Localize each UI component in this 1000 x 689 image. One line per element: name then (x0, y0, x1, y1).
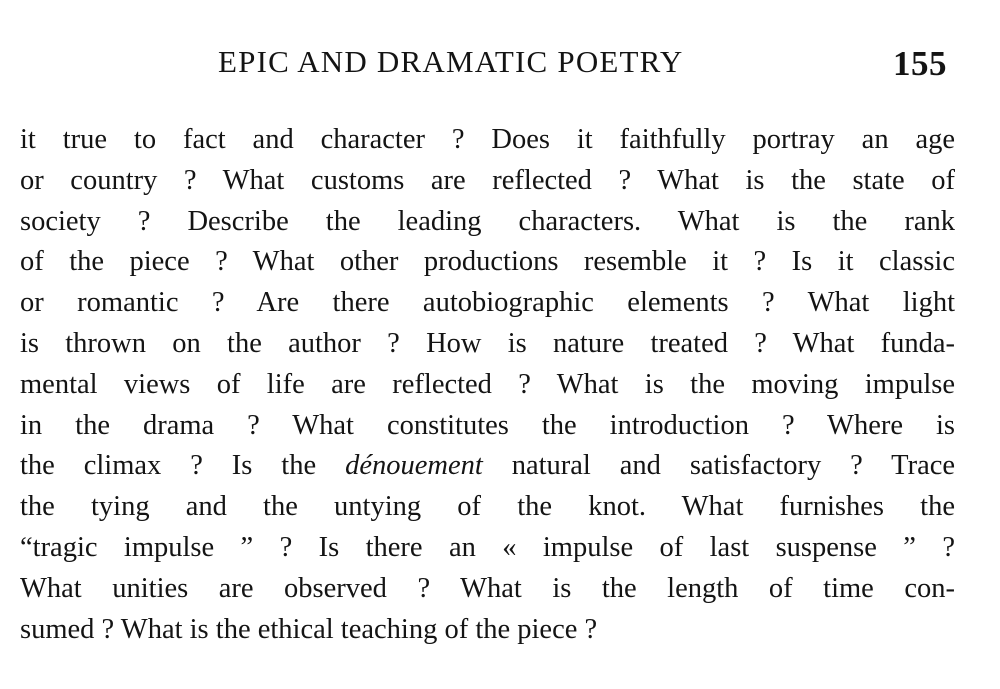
text-line: What unities are observed ? What is the length of time con- (20, 572, 955, 604)
text-line: is thrown on the author ? How is nature treated ? What funda- (20, 327, 955, 359)
text-line: society ? Describe the leading characters. What is the rank (20, 205, 955, 237)
text-line: of the piece ? What other productions resemble it ? Is it classic (20, 246, 955, 278)
text-line: sumed ? What is the ethical teaching of the piece ? (20, 613, 598, 645)
text-line: the tying and the untying of the knot. What furnishes the (20, 491, 955, 523)
text-segment: natural and satisfactory ? Trace (511, 450, 956, 482)
running-title: EPIC AND DRAMATIC POETRY (218, 44, 684, 79)
italic-term: dénouement (345, 450, 483, 482)
body-paragraph (20, 120, 960, 650)
text-line: or romantic ? Are there autobiographic elements ? What light (20, 287, 955, 319)
text-line: “tragic impulse ” ? Is there an « impulse of last suspense ” ? (20, 531, 955, 563)
text-line (20, 446, 955, 487)
text-line: or country ? What customs are reflected ? What is the state of (20, 164, 955, 196)
text-line: it true to fact and character ? Does it faithfully portray an age (20, 124, 955, 155)
page-number: 155 (893, 44, 947, 83)
running-head (0, 40, 1000, 88)
text-segment: the climax ? Is the (20, 450, 317, 482)
text-line: in the drama ? What constitutes the introduction ? Where is (20, 409, 955, 441)
text-line: mental views of life are reflected ? What is the moving impulse (20, 368, 955, 400)
